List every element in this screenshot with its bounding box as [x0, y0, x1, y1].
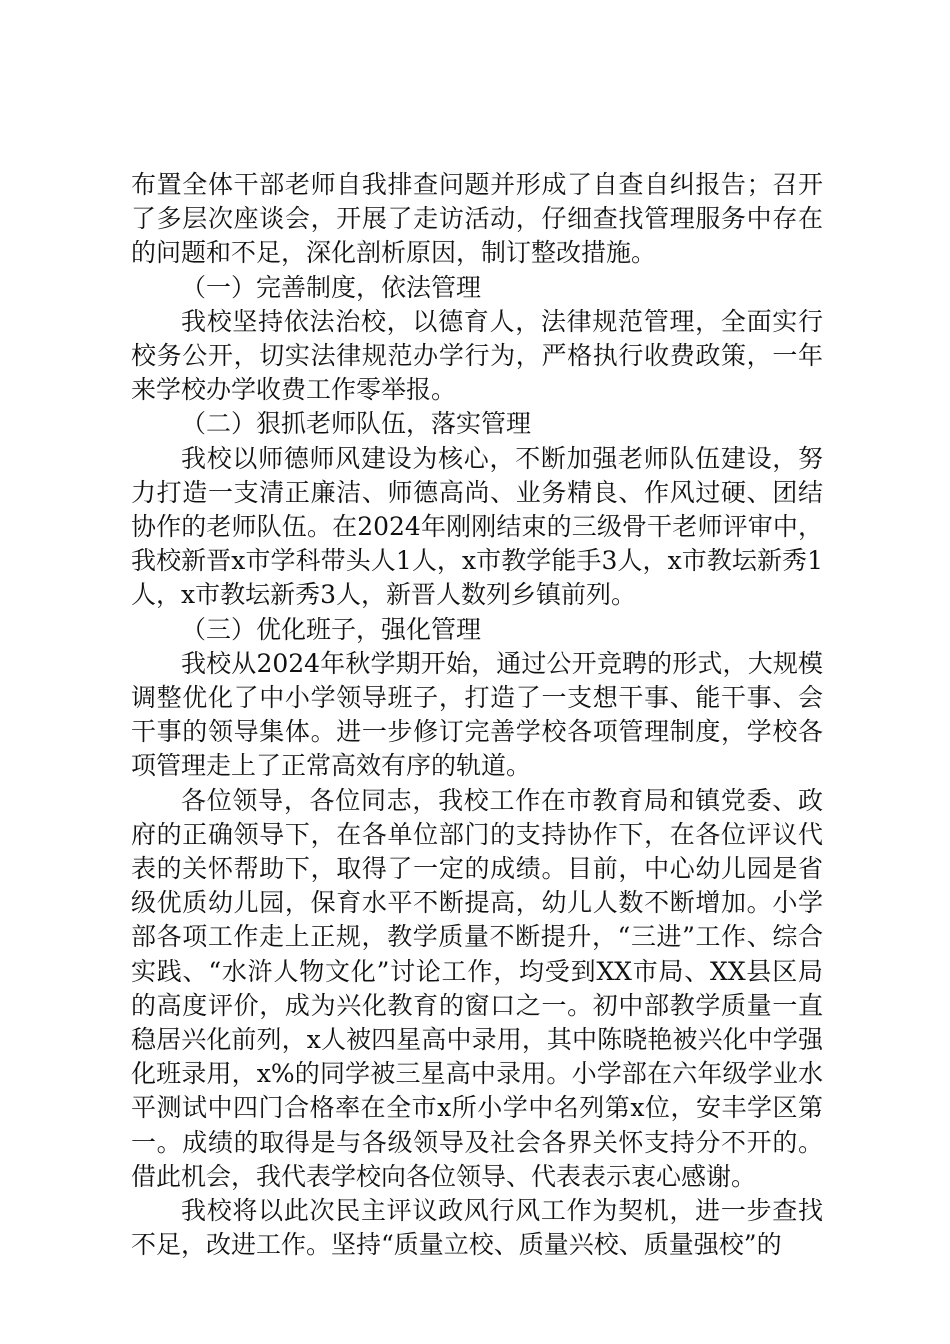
section-heading-3: （三）优化班子，强化管理: [181, 614, 482, 644]
section-heading-1: （一）完善制度，依法管理: [181, 272, 482, 302]
paragraph-rule-of-law: 我校坚持依法治校，以德育人，法律规范管理，全面实行校务公开，切实法律规范办学行为，严格执行收费政策，一年来学校办学收费工作零举报。: [131, 306, 823, 405]
paragraph-conclusion: 我校将以此次民主评议政风行风工作为契机，进一步查找不足，改进工作。坚持“质量立校、质量兴校、质量强校”的: [131, 1196, 823, 1260]
document-body: [131, 168, 823, 1263]
paragraph-achievements: 各位领导，各位同志，我校工作在市教育局和镇党委、政府的正确领导下，在各单位部门的支持协作下，在各位评议代表的关怀帮助下，取得了一定的成绩。目前，中心幼儿园是省级优质幼儿园，保育水平不断提高，幼儿人数不断增加。小学部各项工作走上正规，教学质量不断提升，“三进”工作、综合实践、“水浒人物文化”讨论工作，均受到XX市局、XX县区局的高度评价，成为兴化教育的窗口之一。初中部教学质量一直稳居兴化前列，x人被四星高中录用，其中陈晓艳被兴化中学强化班录用，x%的同学被三星高中录用。小学部在六年级学业水平测试中四门合格率在全市x所小学中名列第x位，安丰学区第一。成绩的取得是与各级领导及社会各界关怀支持分不开的。借此机会，我代表学校向各位领导、代表表示衷心感谢。: [131, 785, 823, 1191]
paragraph-leadership: 我校从2024年秋学期开始，通过公开竞聘的形式，大规模调整优化了中小学领导班子，打造了一支想干事、能干事、会干事的领导集体。进一步修订完善学校各项管理制度，学校各项管理走上了正常高效有序的轨道。: [131, 648, 823, 781]
paragraph-continuation: 布置全体干部老师自我排查问题并形成了自查自纠报告；召开了多层次座谈会，开展了走访活动，仔细查找管理服务中存在的问题和不足，深化剖析原因，制订整改措施。: [131, 170, 823, 268]
paragraph-teacher-team: 我校以师德师风建设为核心，不断加强老师队伍建设，努力打造一支清正廉洁、师德高尚、业务精良、作风过硬、团结协作的老师队伍。在2024年刚刚结束的三级骨干老师评审中，我校新晋x市学科带头人1人，x市教学能手3人，x市教坛新秀1人，x市教坛新秀3人，新晋人数列乡镇前列。: [131, 443, 823, 610]
section-heading-2: （二）狠抓老师队伍，落实管理: [181, 409, 532, 439]
